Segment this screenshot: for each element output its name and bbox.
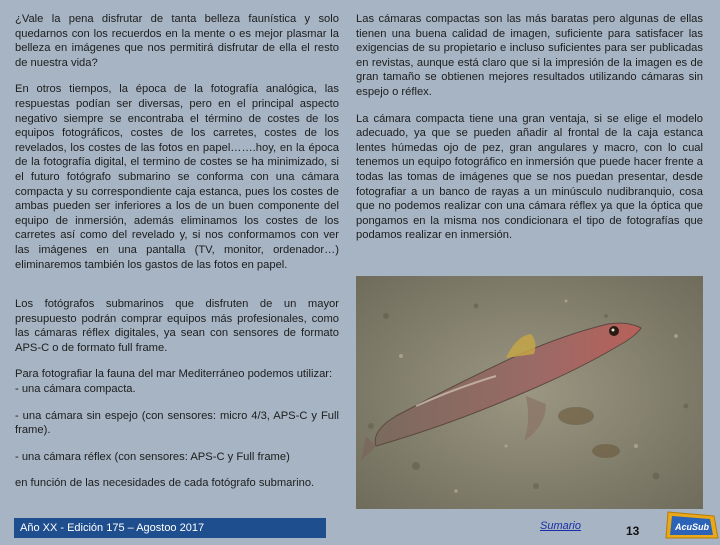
edition-bar: Año XX - Edición 175 – Agostoo 2017 [14, 518, 326, 538]
right-column [356, 12, 703, 255]
acusub-logo-icon [664, 510, 720, 540]
fish-photo [356, 276, 703, 509]
svg-text:AcuSub: AcuSub [674, 522, 710, 532]
blenny-fish-image [356, 276, 703, 509]
sumario-link[interactable]: Sumario [540, 520, 581, 532]
list-item-compact: - una cámara compacta. [15, 382, 136, 395]
page-footer [0, 516, 720, 540]
list-item-mirrorless: - una cámara sin espejo (con sensores: micro 4/3, APS-C y Full frame). [15, 409, 339, 437]
left-column-lower [15, 297, 339, 503]
page-number: 13 [626, 524, 640, 538]
paragraph-costs: En otros tiempos, la época de la fotografía analógica, las respuestas podían ser diversas, pero en el principal aspecto negativo siempre se encontraba el término de costes de los equipos fotográficos, costes de los carretes, costes de los revelados, los costes de las fotos en papel…….hoy, en la época de la fotografía digital, el termino de costes se ha minimizado, si el futuro fotógrafo submarino se conforma con una cámara compacta y su correspondiente caja estanca, pues los costes de ambas pueden ser inferiores a los de un buen componente del equipo de inmersión, además eliminamos los costes de los carretes así como del revelado y, si nos conformamos con ver las imágenes en una pantalla (TV, monitor, ordenador…) eliminaremos también los gastos de las fotos en papel. [15, 83, 339, 271]
paragraph-intro: ¿Vale la pena disfrutar de tanta belleza faunística y solo quedarnos con los recuerdos en la mente o es mejor plasmar la belleza en imágenes que nos permitirá disfrutar de ella el resto de nuestra vida? [15, 13, 339, 69]
left-column [15, 12, 339, 284]
acusub-logo [664, 510, 720, 540]
paragraph-conclusion: en función de las necesidades de cada fotógrafo submarino. [15, 477, 315, 490]
paragraph-compact-advantage: La cámara compacta tiene una gran ventaja, si se elige el modelo adecuado, ya que se pueden añadir al frontal de la caja estanca lentes húmedas ojo de pez, gran angulares y macro, con lo cual tenemos un equipo fotográfico en inmersión que puede hacer frente a todas las tomas de imágenes que se nos puedan presentar, desde fotografiar a un banco de rayas a un minúsculo nudibranquio, cosa que no podemos realizar con una cámara réflex ya que la óptica que pongamos en la misma nos condicionara el tipo de fotografías que podamos realizar en inmersión. [356, 112, 703, 242]
list-item-reflex: - una cámara réflex (con sensores: APS-C y Full frame) [15, 450, 290, 463]
paragraph-mediterranean: Para fotografiar la fauna del mar Mediterráneo podemos utilizar: [15, 368, 333, 381]
paragraph-compact-cameras: Las cámaras compactas son las más baratas pero algunas de ellas tienen una buena calidad de imagen, suficiente para satisfacer las exigencias de su propietario e incluso suficientes para ser publicadas en revistas, aunque está claro que si la impresión de la imagen es de gran tamaño se obtienen mejores resultados utilizando cámaras sin espejo o réflex. [356, 13, 703, 98]
paragraph-professional: Los fotógrafos submarinos que disfruten de un mayor presupuesto podrán comprar equipos más profesionales, como las cámaras réflex digitales, ya sean con sensores de formato APS-C o de formato full frame. [15, 298, 339, 354]
